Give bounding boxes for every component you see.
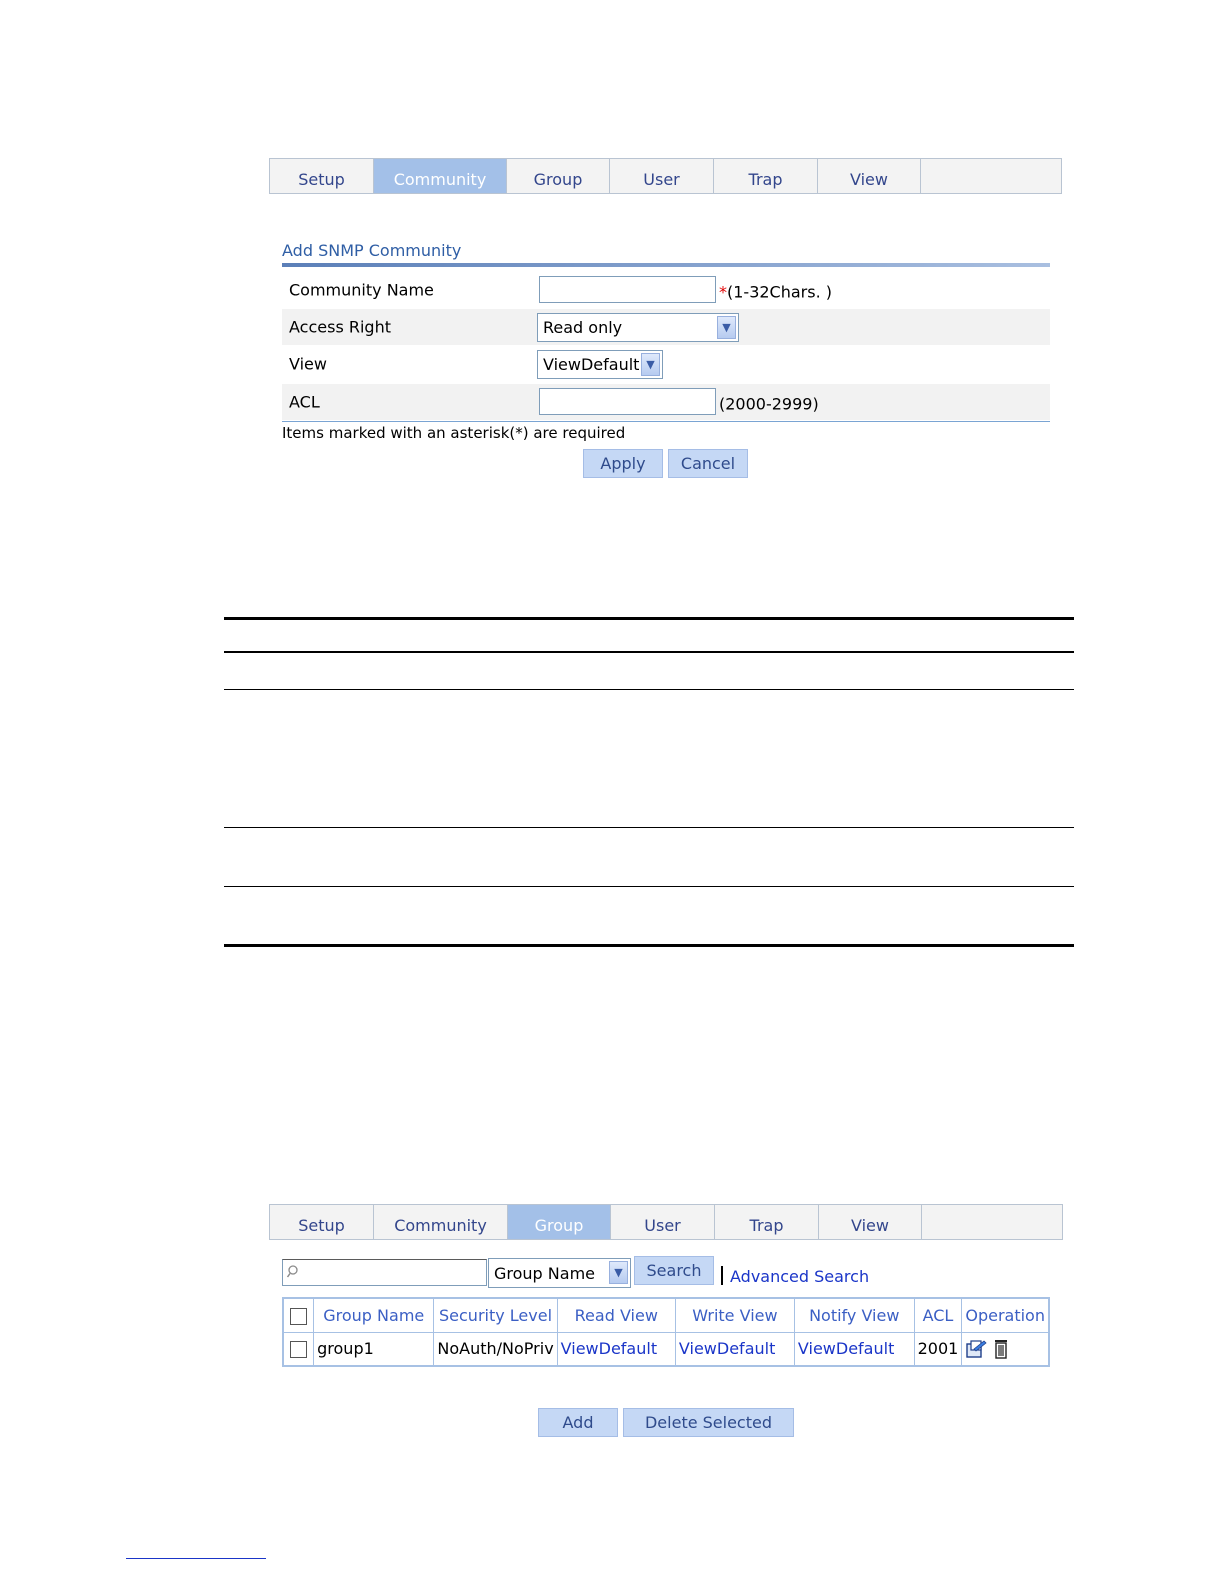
access-right-row [282, 309, 1050, 345]
tab-view[interactable]: View [818, 159, 921, 193]
doc-table-row-rule [224, 827, 1074, 828]
doc-table-row-rule [224, 689, 1074, 690]
column-header[interactable]: ACL [914, 1298, 962, 1332]
acl-input[interactable] [539, 388, 716, 415]
tab-view[interactable]: View [819, 1205, 922, 1239]
access-right-value: Read only [543, 318, 623, 337]
select-all-cell [283, 1298, 314, 1332]
access-right-select[interactable] [537, 313, 739, 342]
form-title: Add SNMP Community [282, 241, 462, 260]
table-header-row [283, 1298, 1049, 1332]
edit-icon[interactable] [965, 1338, 987, 1360]
acl-row [282, 384, 1050, 420]
column-header[interactable]: Write View [675, 1298, 794, 1332]
tab-user[interactable]: User [610, 159, 714, 193]
acl-label: ACL [289, 392, 320, 412]
chevron-down-icon[interactable]: ▼ [609, 1261, 628, 1284]
acl-cell: 2001 [914, 1332, 962, 1366]
column-header[interactable]: Read View [557, 1298, 675, 1332]
row-checkbox[interactable] [290, 1341, 307, 1358]
view-value: ViewDefault [543, 355, 640, 374]
doc-table-bottom-rule [224, 944, 1074, 947]
group-table [282, 1297, 1050, 1367]
delete-selected-button[interactable]: Delete Selected [623, 1408, 794, 1437]
search-field-value: Group Name [494, 1263, 595, 1283]
tab-trap[interactable]: Trap [715, 1205, 819, 1239]
access-right-label: Access Right [289, 317, 391, 337]
group-name-cell: group1 [314, 1332, 434, 1366]
tab-setup[interactable]: Setup [270, 159, 374, 193]
community-name-range: (1-32Chars. ) [727, 282, 832, 302]
tab-bar-filler [921, 159, 1061, 193]
add-button[interactable]: Add [538, 1408, 618, 1437]
column-header[interactable]: Notify View [794, 1298, 914, 1332]
chevron-down-icon[interactable]: ▼ [717, 316, 736, 339]
select-all-checkbox[interactable] [290, 1308, 307, 1325]
tab-bar-filler [922, 1205, 1062, 1239]
advanced-search-link[interactable]: Advanced Search [730, 1267, 870, 1286]
tab-group[interactable]: Group [508, 1205, 611, 1239]
tab-trap[interactable]: Trap [714, 159, 818, 193]
row-select-cell [283, 1332, 314, 1366]
community-tab-bar [269, 158, 1062, 194]
column-header: Operation [962, 1298, 1049, 1332]
security-level-cell: NoAuth/NoPriv [434, 1332, 557, 1366]
acl-hint: (2000-2999) [719, 394, 819, 414]
write-view-link[interactable]: ViewDefault [675, 1332, 794, 1366]
chevron-down-icon[interactable]: ▼ [641, 353, 660, 376]
column-header[interactable]: Security Level [434, 1298, 557, 1332]
notify-view-link[interactable]: ViewDefault [794, 1332, 914, 1366]
footer-link-underline [126, 1558, 266, 1559]
community-name-label: Community Name [289, 280, 434, 300]
tab-community[interactable]: Community [374, 159, 507, 193]
view-select[interactable] [537, 350, 663, 379]
column-header[interactable]: Group Name [314, 1298, 434, 1332]
form-title-divider [282, 263, 1050, 267]
community-name-input[interactable] [539, 276, 716, 303]
search-input[interactable] [282, 1259, 487, 1286]
search-separator [721, 1266, 723, 1285]
tab-community[interactable]: Community [374, 1205, 508, 1239]
apply-button[interactable]: Apply [583, 449, 663, 478]
doc-table-header-rule [224, 651, 1074, 653]
search-button[interactable]: Search [634, 1256, 714, 1285]
read-view-link[interactable]: ViewDefault [557, 1332, 675, 1366]
search-field-select[interactable] [488, 1258, 631, 1288]
view-label: View [289, 354, 327, 374]
view-row [282, 346, 1050, 382]
required-asterisk: * [719, 282, 727, 302]
search-icon [286, 1264, 302, 1280]
tab-user[interactable]: User [611, 1205, 715, 1239]
form-bottom-divider [282, 421, 1050, 422]
cancel-button[interactable]: Cancel [668, 449, 748, 478]
community-name-hint [719, 282, 832, 301]
table-row [283, 1332, 1049, 1366]
tab-group[interactable]: Group [507, 159, 610, 193]
doc-table-top-rule [224, 617, 1074, 620]
delete-icon[interactable] [992, 1338, 1010, 1360]
doc-table-row-rule [224, 886, 1074, 887]
group-tab-bar [269, 1204, 1063, 1240]
operation-cell [962, 1332, 1049, 1366]
community-name-row [282, 272, 1050, 308]
required-note: Items marked with an asterisk(*) are required [282, 424, 626, 442]
tab-setup[interactable]: Setup [270, 1205, 374, 1239]
